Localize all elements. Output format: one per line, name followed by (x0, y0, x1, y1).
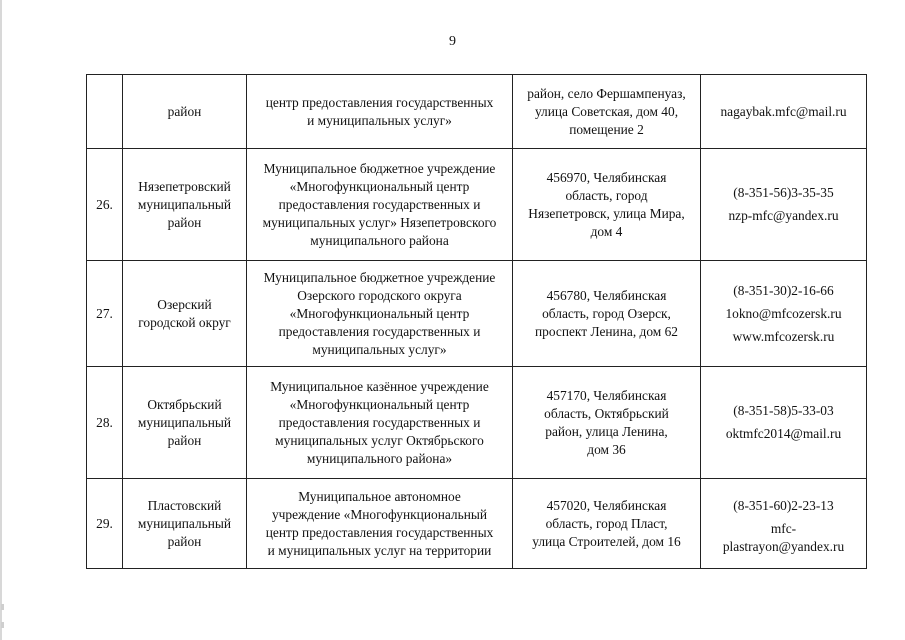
district-line: Пластовский (147, 497, 222, 513)
name-line: Муниципальное автономное (298, 488, 461, 504)
district-cell (123, 149, 247, 261)
address-line: улица Строителей, дом 16 (532, 533, 681, 549)
institution-name-cell (247, 149, 513, 261)
contacts-cell (701, 261, 867, 367)
contacts-cell (701, 479, 867, 569)
name-line: Муниципальное казённое учреждение (270, 378, 489, 394)
address-cell (513, 367, 701, 479)
row-number-cell: 29. (87, 479, 123, 569)
contacts-cell (701, 367, 867, 479)
address-line: 457170, Челябинская (546, 387, 667, 403)
institution-name-cell (247, 479, 513, 569)
district-line: район (167, 103, 202, 119)
contacts-cell (701, 75, 867, 149)
address-line: проспект Ленина, дом 62 (534, 323, 678, 339)
row-number-cell: 27. (87, 261, 123, 367)
address-line: помещение 2 (569, 121, 644, 137)
email-text: nagaybak.mfc@mail.ru (720, 103, 847, 119)
district-line: район (167, 214, 202, 230)
name-line: муниципального района (310, 232, 449, 248)
name-line: муниципальных услуг» Нязепетровского (262, 214, 497, 230)
email-text: plastrayon@yandex.ru (722, 538, 845, 554)
address-line: область, город Озерск, (542, 305, 671, 321)
district-cell (123, 75, 247, 149)
district-cell (123, 367, 247, 479)
address-line: область, город (565, 187, 648, 203)
name-line: муниципального района» (306, 450, 453, 466)
table-row (87, 75, 867, 149)
name-line: «Многофункциональный центр (289, 305, 470, 321)
address-line: Нязепетровск, улица Мира, (528, 205, 685, 221)
phone-text: (8-351-60)2-23-13 (733, 497, 834, 513)
address-line: дом 4 (590, 223, 623, 239)
address-line: район, село Фершампенуаз, (527, 85, 686, 101)
district-line: Озерский (157, 296, 212, 312)
scan-mark (1, 622, 4, 628)
email-text: nzp-mfc@yandex.ru (728, 208, 839, 223)
address-cell (513, 149, 701, 261)
table-row (87, 479, 867, 569)
name-line: предоставления государственных и (278, 196, 481, 212)
district-line: муниципальный (137, 414, 232, 430)
district-line: район (167, 533, 202, 549)
email-text: oktmfc2014@mail.ru (725, 426, 842, 441)
table-row (87, 149, 867, 261)
scan-mark (1, 604, 4, 610)
district-line: Октябрьский (147, 396, 222, 412)
contacts-cell (701, 149, 867, 261)
phone-text: (8-351-56)3-35-35 (733, 185, 834, 200)
name-line: и муниципальных услуг на территории (267, 542, 492, 558)
name-line: предоставления государственных и (278, 323, 481, 339)
name-line: и муниципальных услуг» (307, 112, 452, 128)
institution-name-cell (247, 75, 513, 149)
name-line: «Многофункциональный центр (289, 178, 470, 194)
name-line: учреждение «Многофункциональный (271, 506, 488, 522)
email-text: mfc- (770, 520, 797, 536)
name-line: муниципальных услуг Октябрьского (275, 432, 484, 448)
row-number-cell: 28. (87, 367, 123, 479)
address-cell (513, 479, 701, 569)
address-line: 456780, Челябинская (546, 287, 667, 303)
name-line: центр предоставления государственных (265, 94, 494, 110)
table-row (87, 367, 867, 479)
address-cell (513, 261, 701, 367)
address-line: дом 36 (587, 441, 626, 457)
district-line: муниципальный (137, 196, 232, 212)
address-line: 457020, Челябинская (546, 497, 667, 513)
district-line: Нязепетровский (138, 178, 231, 194)
name-line: «Многофункциональный центр (289, 396, 470, 412)
scan-left-edge (0, 0, 2, 640)
name-line: Муниципальное бюджетное учреждение (263, 160, 496, 176)
row-number-cell: 26. (87, 149, 123, 261)
address-line: улица Советская, дом 40, (534, 103, 679, 119)
address-line: район, улица Ленина, (545, 423, 668, 439)
phone-text: (8-351-58)5-33-03 (733, 403, 834, 418)
district-line: район (167, 432, 202, 448)
name-line: муниципальных услуг» (312, 341, 447, 357)
address-cell (513, 75, 701, 149)
district-cell (123, 479, 247, 569)
address-line: 456970, Челябинская (546, 169, 667, 185)
website-text: www.mfcozersk.ru (732, 328, 835, 344)
district-cell (123, 261, 247, 367)
institution-name-cell (247, 261, 513, 367)
address-line: область, Октябрьский (544, 405, 669, 421)
email-text: 1okno@mfcozersk.ru (725, 305, 842, 321)
name-line: предоставления государственных и (278, 414, 481, 430)
row-number-cell (87, 75, 123, 149)
name-line: Озерского городского округа (297, 287, 462, 303)
page-number: 9 (449, 34, 456, 49)
name-line: центр предоставления государственных (265, 524, 494, 540)
district-line: муниципальный (137, 515, 232, 531)
institution-name-cell (247, 367, 513, 479)
phone-text: (8-351-30)2-16-66 (733, 282, 834, 298)
address-line: область, город Пласт, (545, 515, 668, 531)
mfc-registry-table (86, 74, 867, 569)
name-line: Муниципальное бюджетное учреждение (263, 269, 496, 285)
table-row (87, 261, 867, 367)
district-line: городской округ (138, 314, 231, 330)
